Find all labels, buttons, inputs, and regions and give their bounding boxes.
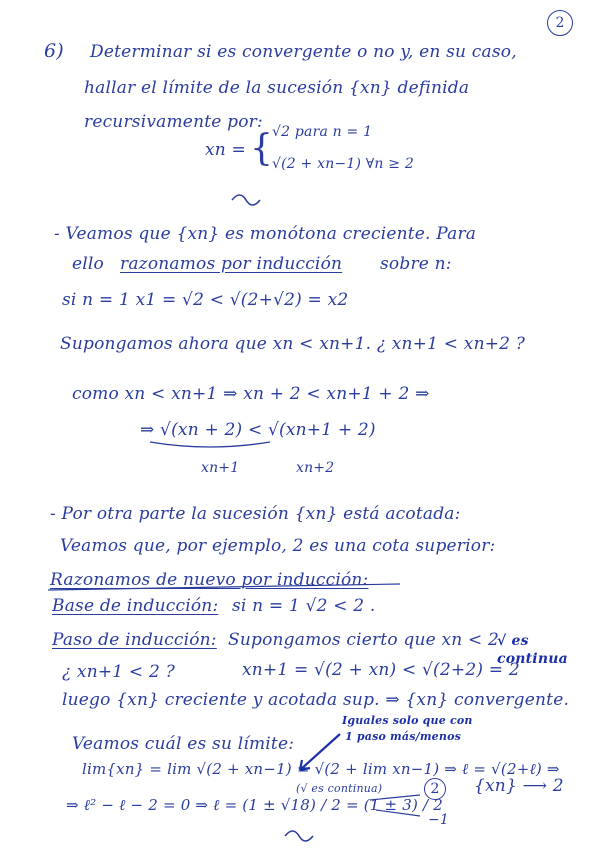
- problem-line-1: Determinar si es convergente o no y, en su caso,: [90, 42, 517, 62]
- annotation-line-2: 1 paso más/menos: [345, 730, 462, 743]
- step-text: Supongamos cierto que xn < 2: [228, 630, 500, 650]
- step-question: ¿ xn+1 < 2 ?: [62, 662, 175, 682]
- base-label: Base de inducción:: [52, 596, 219, 616]
- annotation-arrow: [300, 734, 340, 770]
- problem-line-2: hallar el límite de la sucesión {xn} definida: [84, 78, 470, 98]
- monotone-roots: ⇒ √(xn + 2) < √(xn+1 + 2): [140, 420, 376, 440]
- definition-lhs: xn =: [205, 140, 246, 160]
- step-label: Paso de inducción:: [52, 630, 217, 650]
- conclusion-line-1: luego {xn} creciente y acotada sup. ⇒ {xn} convergente.: [62, 690, 570, 710]
- brace-under-roots: [150, 442, 270, 447]
- arrow-to-minus-one: [376, 810, 420, 816]
- tilde-mark-2: [285, 831, 313, 841]
- problem-line-3: recursivamente por:: [84, 112, 263, 132]
- tilde-mark-1: [232, 195, 260, 205]
- quadratic-line: ⇒ ℓ² − ℓ − 2 = 0 ⇒ ℓ = (1 ± √18) / 2 = (1 ± 3) / 2: [66, 796, 443, 814]
- conclusion-line-2: Veamos cuál es su límite:: [72, 734, 295, 754]
- circled-solution: 2: [424, 778, 446, 800]
- annotation-line-1: Iguales solo que con: [342, 714, 473, 727]
- final-result: {xn} ⟶ 2: [474, 776, 564, 796]
- monotone-line-2c: sobre n:: [380, 254, 452, 274]
- underline-razonamos: [48, 584, 400, 590]
- step-chain: xn+1 = √(2 + xn) < √(2+2) = 2: [242, 660, 520, 680]
- monotone-line-2b: razonamos por inducción: [120, 254, 343, 274]
- discarded-solution: −1: [428, 812, 450, 828]
- arrow-to-two: [370, 795, 420, 800]
- bounded-line-3: Razonamos de nuevo por inducción:: [50, 570, 369, 590]
- definition-case-2: √(2 + xn−1) ∀n ≥ 2: [272, 156, 414, 172]
- monotone-step: como xn < xn+1 ⇒ xn + 2 < xn+1 + 2 ⇒: [72, 384, 430, 404]
- brace: {: [250, 128, 274, 169]
- monotone-hypothesis: Supongamos ahora que xn < xn+1. ¿ xn+1 < xn+2 ?: [60, 334, 526, 354]
- monotone-line-2a: ello: [72, 254, 104, 274]
- definition-case-1: √2 para n = 1: [272, 124, 373, 140]
- limit-chain: lim{xn} = lim √(2 + xn−1) = √(2 + lim xn−1) ⇒ ℓ = √(2+ℓ) ⇒: [82, 760, 560, 778]
- note-sqrt-continuous: √ es continua: [497, 633, 568, 667]
- problem-number: 6): [44, 40, 64, 62]
- bounded-line-2: Veamos que, por ejemplo, 2 es una cota superior:: [60, 536, 496, 556]
- base-text: si n = 1 √2 < 2 .: [232, 596, 376, 616]
- bounded-line-1: - Por otra parte la sucesión {xn} está acotada:: [50, 504, 461, 524]
- monotone-eq-right: xn+2: [296, 460, 335, 476]
- monotone-line-1: - Veamos que {xn} es monótona creciente. Para: [54, 224, 477, 244]
- page-number: 2: [547, 10, 573, 36]
- monotone-base: si n = 1 x1 = √2 < √(2+√2) = x2: [62, 290, 349, 310]
- sqrt-continuous-note: (√ es continua): [296, 782, 383, 795]
- monotone-eq-left: xn+1: [201, 460, 240, 476]
